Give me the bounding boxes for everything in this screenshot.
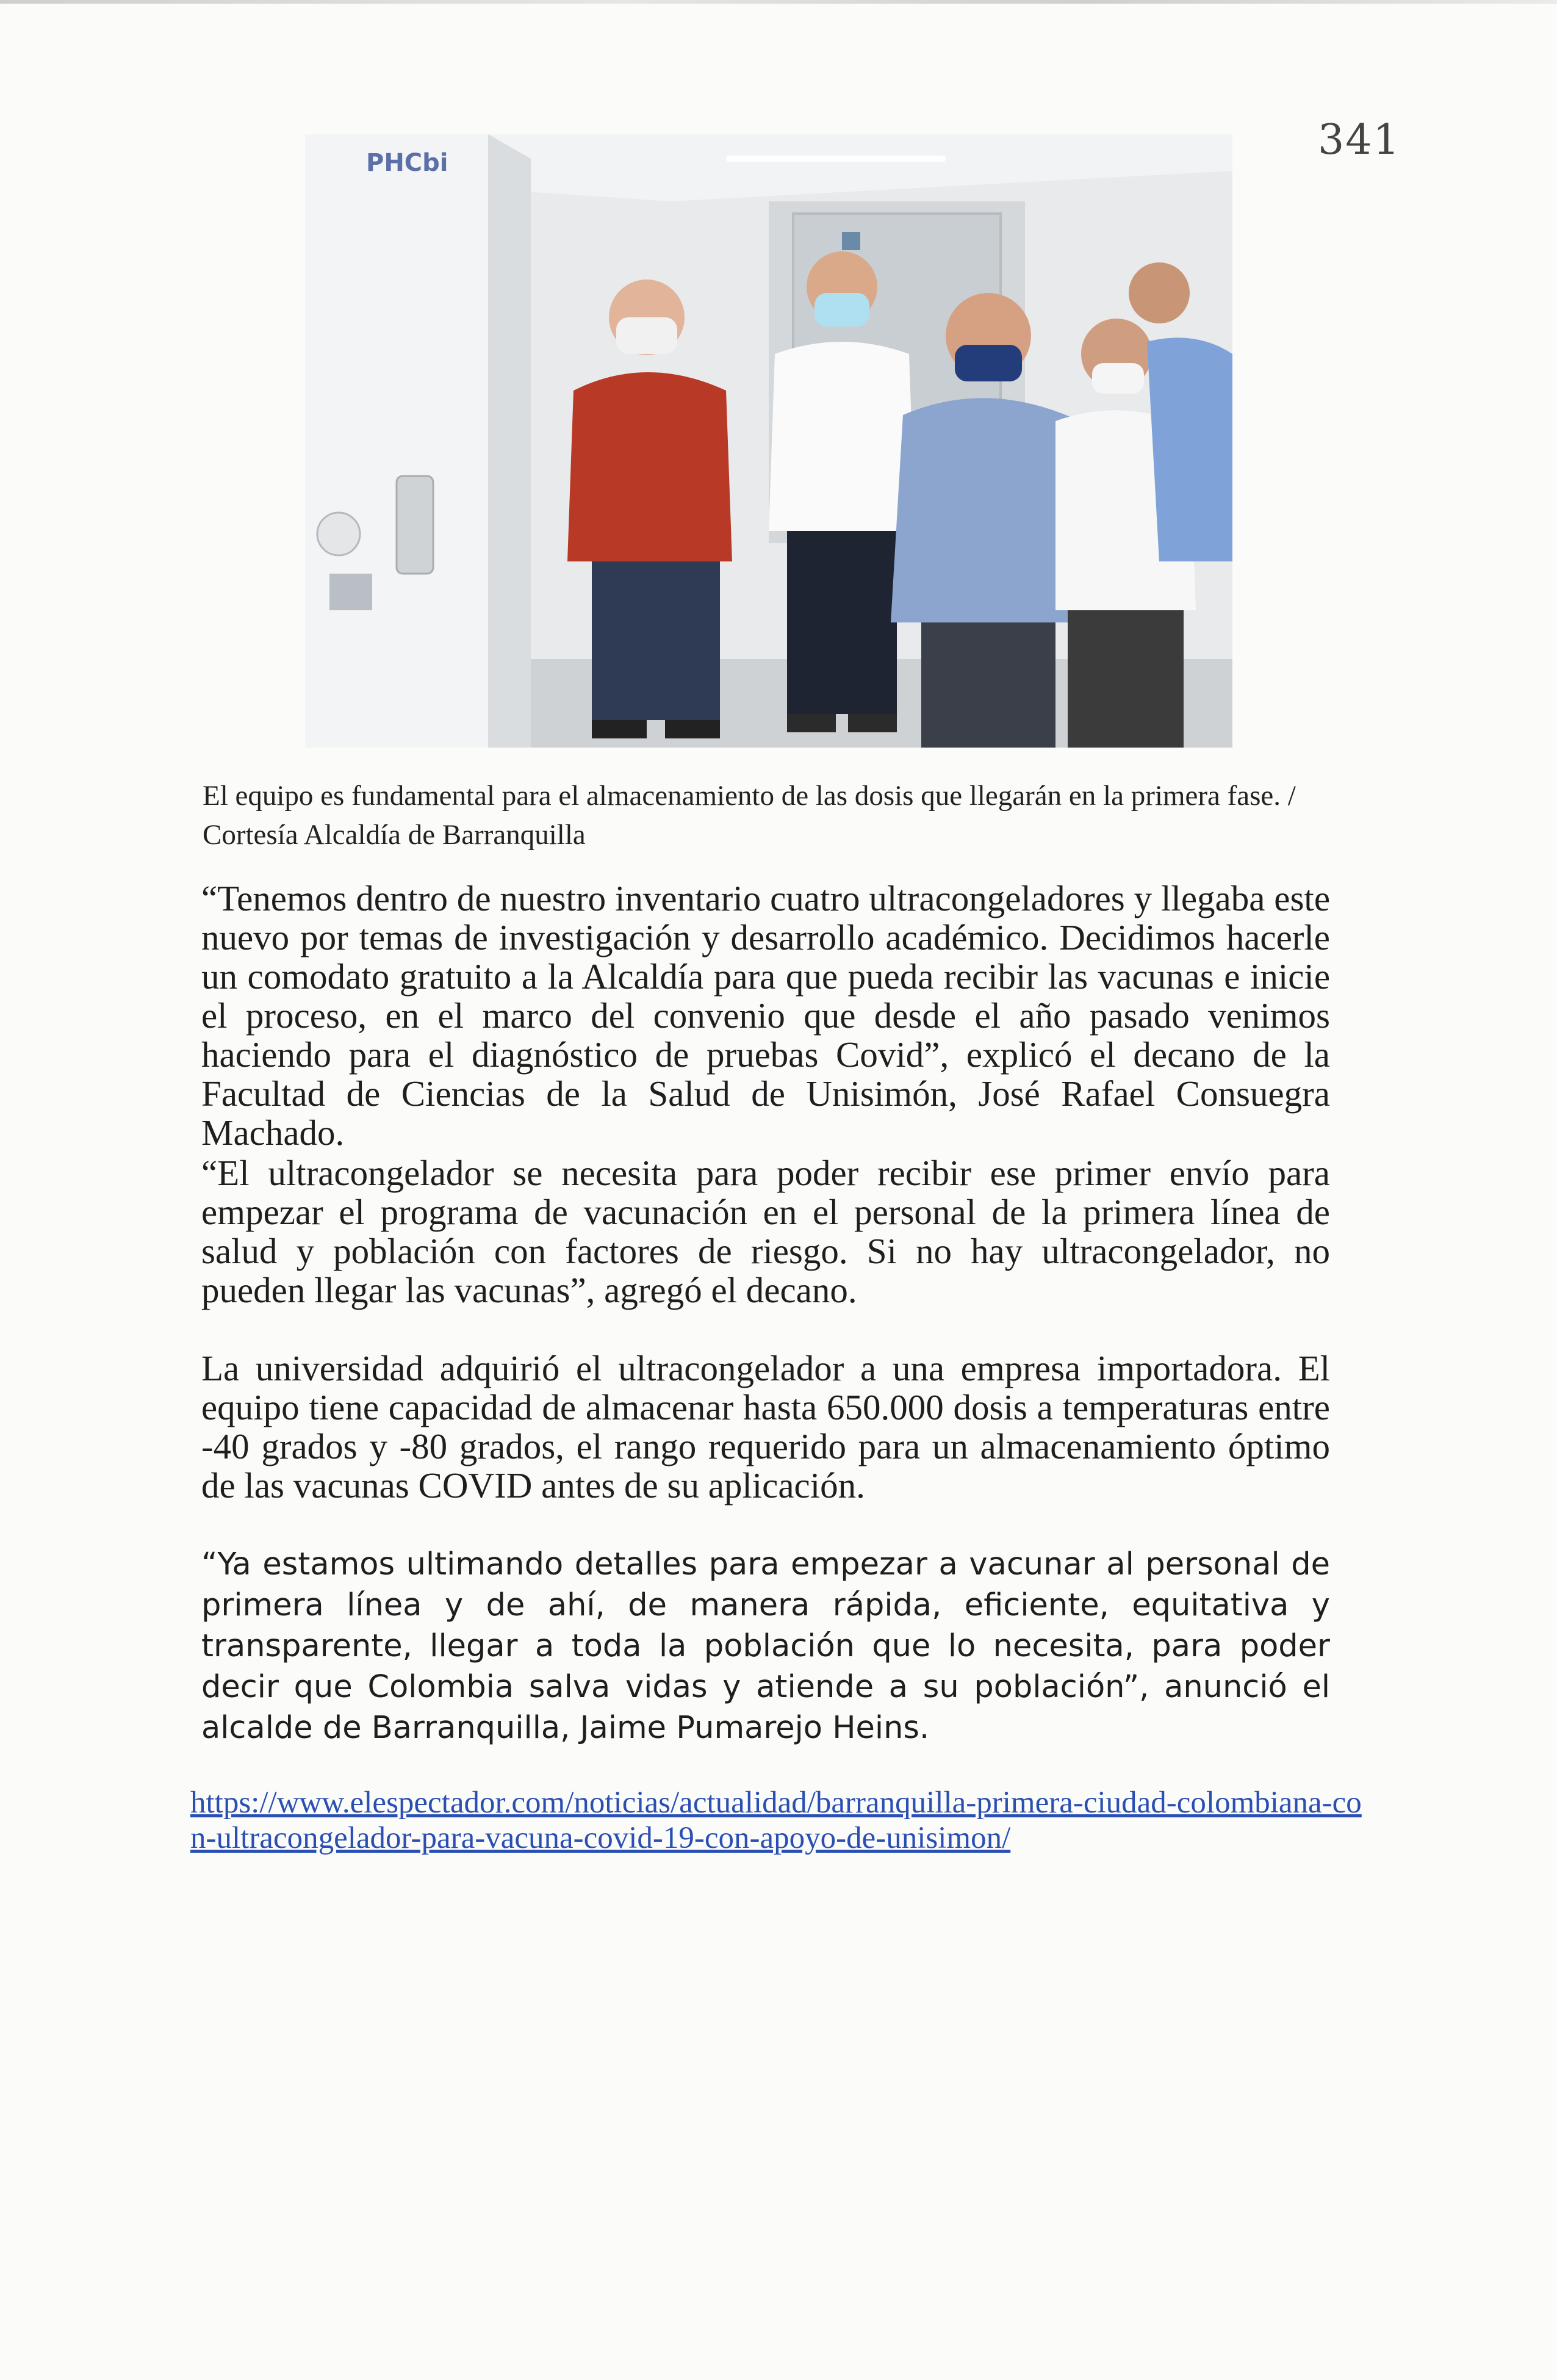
news-photo [305, 134, 1232, 748]
scan-top-edge [0, 0, 1557, 4]
page-number: 341 [1318, 116, 1401, 164]
source-link[interactable]: https://www.elespectador.com/noticias/actualidad/barranquilla-primera-ciudad-colombiana-con-ultracongelador-para-vacuna-covid-19-con-apoyo-de-unisimon/ [190, 1786, 1362, 1855]
paragraph-freezer-need: “El ultracongelador se necesita para poder recibir ese primer envío para empezar el programa de vacunación en el personal de la primera línea de salud y población con factores de riesgo. Si no hay ultracongelador, no pueden llegar las vacunas”, agregó el decano. [201, 1153, 1330, 1310]
paragraph-mayor-quote: “Ya estamos ultimando detalles para empezar a vacunar al personal de primera línea y de ahí, de manera rápida, eficiente, equitativa y transparente, llegar a toda la población que lo necesita, para poder decir que Colombia salva vidas y atiende a su población”, anunció el alcalde de Barranquilla, Jaime Pumarejo Heins. [201, 1546, 1330, 1746]
photo-caption: El equipo es fundamental para el almacenamiento de las dosis que llegarán en la primera fase. / Cortesía Alcaldía de Barranquilla [203, 780, 1296, 851]
freezer-brand-logo: PHCbi [366, 149, 448, 177]
paragraph-freezer-capacity: La universidad adquirió el ultracongelador a una empresa importadora. El equipo tiene capacidad de almacenar hasta 650.000 dosis a temperaturas entre -40 grados y -80 grados, el rango requerido para un almacenamiento óptimo de las vacunas COVID antes de su aplicación. [201, 1348, 1330, 1506]
paragraph-dean-quote: “Tenemos dentro de nuestro inventario cuatro ultracongeladores y llegaba este nuevo por temas de investigación y desarrollo académico. Decidimos hacerle un comodato gratuito a la Alcaldía para que pueda recibir las vacunas e inicie el proceso, en el marco del convenio que desde el año pasado venimos haciendo para el diagnóstico de pruebas Covid”, explicó el decano de la Facultad de Ciencias de la Salud de Unisimón, José Rafael Consuegra Machado. [201, 878, 1330, 1153]
